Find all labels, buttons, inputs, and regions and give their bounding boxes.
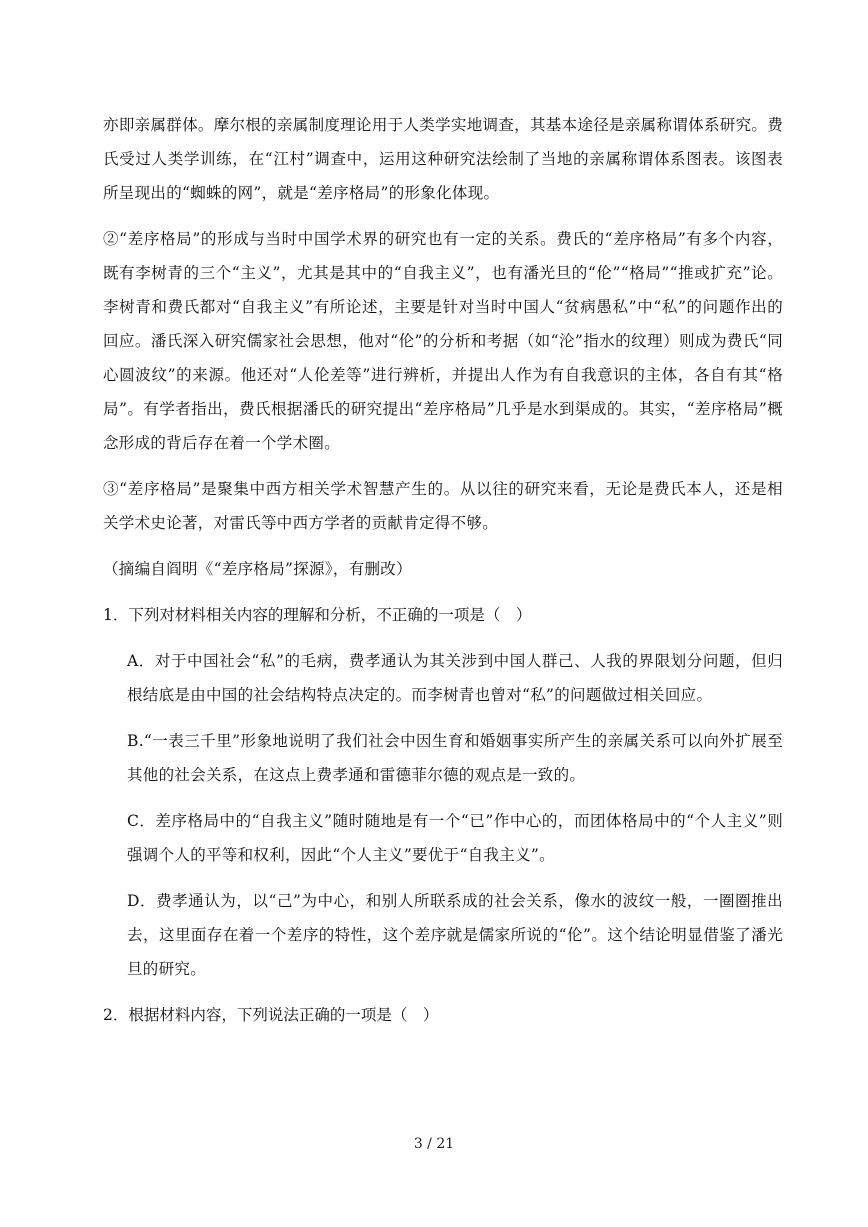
question-1-option-d: D．费孝通认为，以“己”为中心，和别人所联系成的社会关系，像水的波纹一般，一圈圈推出去，这里面存在着一个差序的特性，这个差序就是儒家所说的“伦”。这个结论明显借鉴了潘光旦的研究。 xyxy=(127,892,783,978)
page-content xyxy=(103,108,783,1044)
source-note: （摘编自阎明《“差序格局”探源》，有删改） xyxy=(103,560,412,578)
question-1-option-b: B.“一表三千里”形象地说明了我们社会中因生育和婚姻事实所产生的亲属关系可以向外扩展至其他的社会关系，在这点上费孝通和雷德菲尔德的观点是一致的。 xyxy=(127,732,783,784)
question-1-stem: 1．下列对材料相关内容的理解和分析，不正确的一项是（ ） xyxy=(103,606,532,624)
body-paragraph-2: ②“差序格局”的形成与当时中国学术界的研究也有一定的关系。费氏的“差序格局”有多个内容，既有李树青的三个“主义”，尤其是其中的“自我主义”，也有潘光旦的“伦”“格局”“推或扩充”论。李树青和费氏都对“自我主义”有所论述，主要是针对当时中国人“贫病愚私”中“私”的问题作出的回应。潘氏深入研究儒家社会思想，他对“伦”的分析和考据（如“沦”指水的纹理）则成为费氏“同心圆波纹”的来源。他还对“人伦差等”进行辨析，并提出人作为有自我意识的主体，各自有其“格局”。有学者指出，费氏根据潘氏的研究提出“差序格局”几乎是水到渠成的。其实，“差序格局”概念形成的背后存在着一个学术圈。 xyxy=(103,230,783,452)
question-1-option-c: C．差序格局中的“自我主义”随时随地是有一个“已”作中心的，而团体格局中的“个人主义”则强调个人的平等和权利，因此“个人主义”要优于“自我主义”。 xyxy=(127,812,783,864)
page-number: 3 / 21 xyxy=(413,1136,455,1152)
question-1-option-a: A．对于中国社会“私”的毛病，费孝通认为其关涉到中国人群己、人我的界限划分问题，但归根结底是由中国的社会结构特点决定的。而李树青也曾对“私”的问题做过相关回应。 xyxy=(127,652,783,704)
body-paragraph-1: 亦即亲属群体。摩尔根的亲属制度理论用于人类学实地调查，其基本途径是亲属称谓体系研究。费氏受过人类学训练，在“江村”调查中，运用这种研究法绘制了当地的亲属称谓体系图表。该图表所呈现出的“蜘蛛的网”，就是“差序格局”的形象化体现。 xyxy=(103,116,783,202)
body-paragraph-3: ③“差序格局”是聚集中西方相关学术智慧产生的。从以往的研究来看，无论是费氏本人，还是相关学术史论著，对雷氏等中西方学者的贡献肯定得不够。 xyxy=(103,480,783,532)
question-2-stem: 2．根据材料内容，下列说法正确的一项是（ ） xyxy=(103,1006,439,1024)
